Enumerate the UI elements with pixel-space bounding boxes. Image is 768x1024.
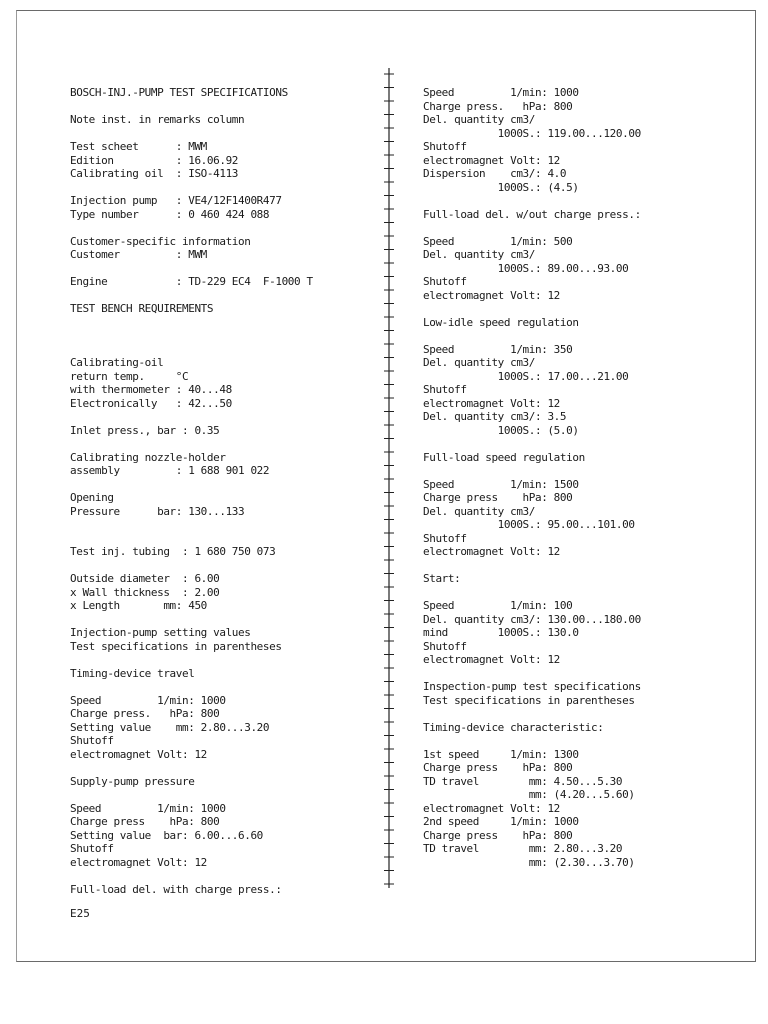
spec-line: electromagnet Volt: 12 — [423, 801, 560, 815]
blank-line — [70, 653, 313, 667]
blank-line — [70, 127, 313, 141]
spec-line: Shutoff — [70, 842, 114, 855]
spec-line: Speed 1/min: 100 — [423, 599, 573, 612]
spec-line: Speed 1/min: 350 — [423, 342, 573, 356]
spec-line: electromagnet Volt: 12 — [70, 747, 207, 761]
spec-line: Del. quantity cm3/: 3.5 — [423, 410, 567, 423]
blank-line — [70, 262, 313, 276]
spec-line: Calibrating nozzle-holder — [70, 450, 226, 464]
spec-line: TD travel mm: 2.80...3.20 — [423, 842, 623, 855]
spec-line: with thermometer : 40...48 — [70, 383, 232, 396]
spec-line: Speed 1/min: 500 — [423, 234, 573, 248]
blank-line — [70, 410, 313, 424]
blank-line — [423, 221, 641, 235]
spec-line: Shutoff — [423, 639, 467, 653]
left-column — [70, 86, 313, 896]
blank-line — [70, 181, 313, 195]
spec-line: Test inj. tubing : 1 680 750 073 — [70, 545, 276, 558]
blank-line — [423, 667, 641, 681]
spec-line: Opening — [70, 491, 114, 504]
spec-line: Calibrating-oil — [70, 356, 164, 369]
spec-line: electromagnet Volt: 12 — [423, 653, 560, 666]
blank-line — [423, 559, 641, 573]
spec-line: Shutoff — [423, 275, 467, 288]
spec-line: 1000S.: 89.00...93.00 — [423, 261, 629, 275]
spec-line: Full-load speed regulation — [423, 450, 585, 464]
spec-line: Edition : 16.06.92 — [70, 153, 239, 167]
spec-line: Setting value bar: 6.00...6.60 — [70, 828, 263, 842]
spec-line: electromagnet Volt: 12 — [423, 288, 560, 302]
spec-line: Timing-device travel — [70, 666, 195, 680]
spec-line: Full-load del. w/out charge press.: — [423, 207, 641, 221]
spec-line: Shutoff — [423, 383, 467, 396]
blank-line — [70, 869, 313, 883]
blank-line — [70, 532, 313, 546]
right-column — [423, 86, 641, 869]
spec-line: x Wall thickness : 2.00 — [70, 585, 220, 599]
spec-line: Charge press. hPa: 800 — [70, 707, 220, 720]
page-code: E25 — [70, 907, 90, 920]
spec-line: Charge press hPa: 800 — [70, 815, 220, 828]
spec-line: electromagnet Volt: 12 — [423, 545, 560, 558]
spec-line: mind 1000S.: 130.0 — [423, 626, 579, 639]
blank-line — [70, 680, 313, 694]
blank-line — [70, 100, 313, 114]
spec-line: Full-load del. with charge press.: — [70, 882, 282, 896]
spec-line: Test specifications in parentheses — [70, 639, 282, 653]
blank-line — [70, 518, 313, 532]
spec-line: Del. quantity cm3/ — [423, 113, 536, 126]
spec-line: electromagnet Volt: 12 — [423, 396, 560, 410]
spec-line: Calibrating oil : ISO-4113 — [70, 167, 239, 180]
blank-line — [70, 478, 313, 492]
spec-line: 2nd speed 1/min: 1000 — [423, 815, 579, 828]
spec-line: Charge press hPa: 800 — [423, 491, 573, 504]
spec-line: Charge press hPa: 800 — [423, 828, 573, 842]
blank-line — [423, 707, 641, 721]
spec-line: Customer-specific information — [70, 234, 251, 248]
spec-line: Electronically : 42...50 — [70, 396, 232, 410]
spec-line: Test scheet : MWM — [70, 140, 207, 153]
spec-line: Supply-pump pressure — [70, 774, 195, 788]
spec-line: Engine : TD-229 EC4 F-1000 T — [70, 275, 313, 288]
spec-line: Shutoff — [423, 531, 467, 545]
blank-line — [70, 761, 313, 775]
blank-line — [70, 289, 313, 303]
spec-line: Del. quantity cm3/ — [423, 504, 536, 518]
spec-line: Charge press hPa: 800 — [423, 761, 573, 774]
spec-line: Injection pump : VE4/12F1400R477 — [70, 194, 282, 207]
blank-line — [423, 329, 641, 343]
spec-line: Customer : MWM — [70, 248, 207, 261]
spec-line: electromagnet Volt: 12 — [70, 855, 207, 869]
spec-line: Inlet press., bar : 0.35 — [70, 423, 220, 437]
blank-line — [423, 464, 641, 478]
spec-line: mm: (4.20...5.60) — [423, 788, 635, 801]
spec-line: Type number : 0 460 424 088 — [70, 207, 270, 221]
spec-line: 1st speed 1/min: 1300 — [423, 747, 579, 761]
spec-line: BOSCH-INJ.-PUMP TEST SPECIFICATIONS — [70, 86, 288, 99]
spec-line: Note inst. in remarks column — [70, 113, 245, 126]
spec-line: Speed 1/min: 1000 — [70, 801, 226, 815]
spec-line: Speed 1/min: 1500 — [423, 477, 579, 491]
blank-line — [70, 559, 313, 573]
spec-line: Dispersion cm3/: 4.0 — [423, 167, 567, 180]
blank-line — [70, 613, 313, 627]
spec-line: Timing-device characteristic: — [423, 720, 604, 734]
blank-line — [423, 437, 641, 451]
spec-line: 1000S.: 119.00...120.00 — [423, 126, 641, 140]
spec-line: Test specifications in parentheses — [423, 693, 635, 707]
spec-line: Outside diameter : 6.00 — [70, 572, 220, 585]
blank-line — [70, 329, 313, 343]
spec-line: return temp. °C — [70, 369, 189, 383]
blank-line — [70, 316, 313, 330]
spec-line: Shutoff — [423, 140, 467, 153]
spec-line: Low-idle speed regulation — [423, 315, 579, 329]
spec-line: Pressure bar: 130...133 — [70, 504, 245, 518]
column-divider — [389, 68, 390, 888]
blank-line — [70, 221, 313, 235]
blank-line — [423, 194, 641, 208]
blank-line — [70, 437, 313, 451]
spec-line: assembly : 1 688 901 022 — [70, 464, 270, 477]
spec-line: Del. quantity cm3/ — [423, 356, 536, 369]
blank-line — [70, 788, 313, 802]
spec-line: Speed 1/min: 1000 — [423, 86, 579, 99]
spec-line: 1000S.: (4.5) — [423, 180, 579, 194]
spec-line: 1000S.: 95.00...101.00 — [423, 518, 635, 531]
spec-line: Del. quantity cm3/ — [423, 248, 536, 261]
blank-line — [423, 302, 641, 316]
spec-line: 1000S.: (5.0) — [423, 423, 579, 437]
spec-line: Shutoff — [70, 734, 114, 747]
blank-line — [423, 586, 641, 600]
spec-line: TEST BENCH REQUIREMENTS — [70, 302, 214, 315]
spec-line: 1000S.: 17.00...21.00 — [423, 369, 629, 383]
spec-line: TD travel mm: 4.50...5.30 — [423, 774, 623, 788]
spec-line: x Length mm: 450 — [70, 599, 207, 612]
spec-line: Del. quantity cm3/: 130.00...180.00 — [423, 612, 641, 626]
blank-line — [423, 734, 641, 748]
spec-line: mm: (2.30...3.70) — [423, 855, 635, 869]
spec-line: Inspection-pump test specifications — [423, 680, 641, 693]
spec-line: Setting value mm: 2.80...3.20 — [70, 720, 270, 734]
spec-line: electromagnet Volt: 12 — [423, 153, 560, 167]
spec-line: Speed 1/min: 1000 — [70, 693, 226, 707]
spec-line: Start: — [423, 572, 461, 585]
spec-line: Charge press. hPa: 800 — [423, 99, 573, 113]
blank-line — [70, 343, 313, 357]
spec-line: Injection-pump setting values — [70, 626, 251, 639]
